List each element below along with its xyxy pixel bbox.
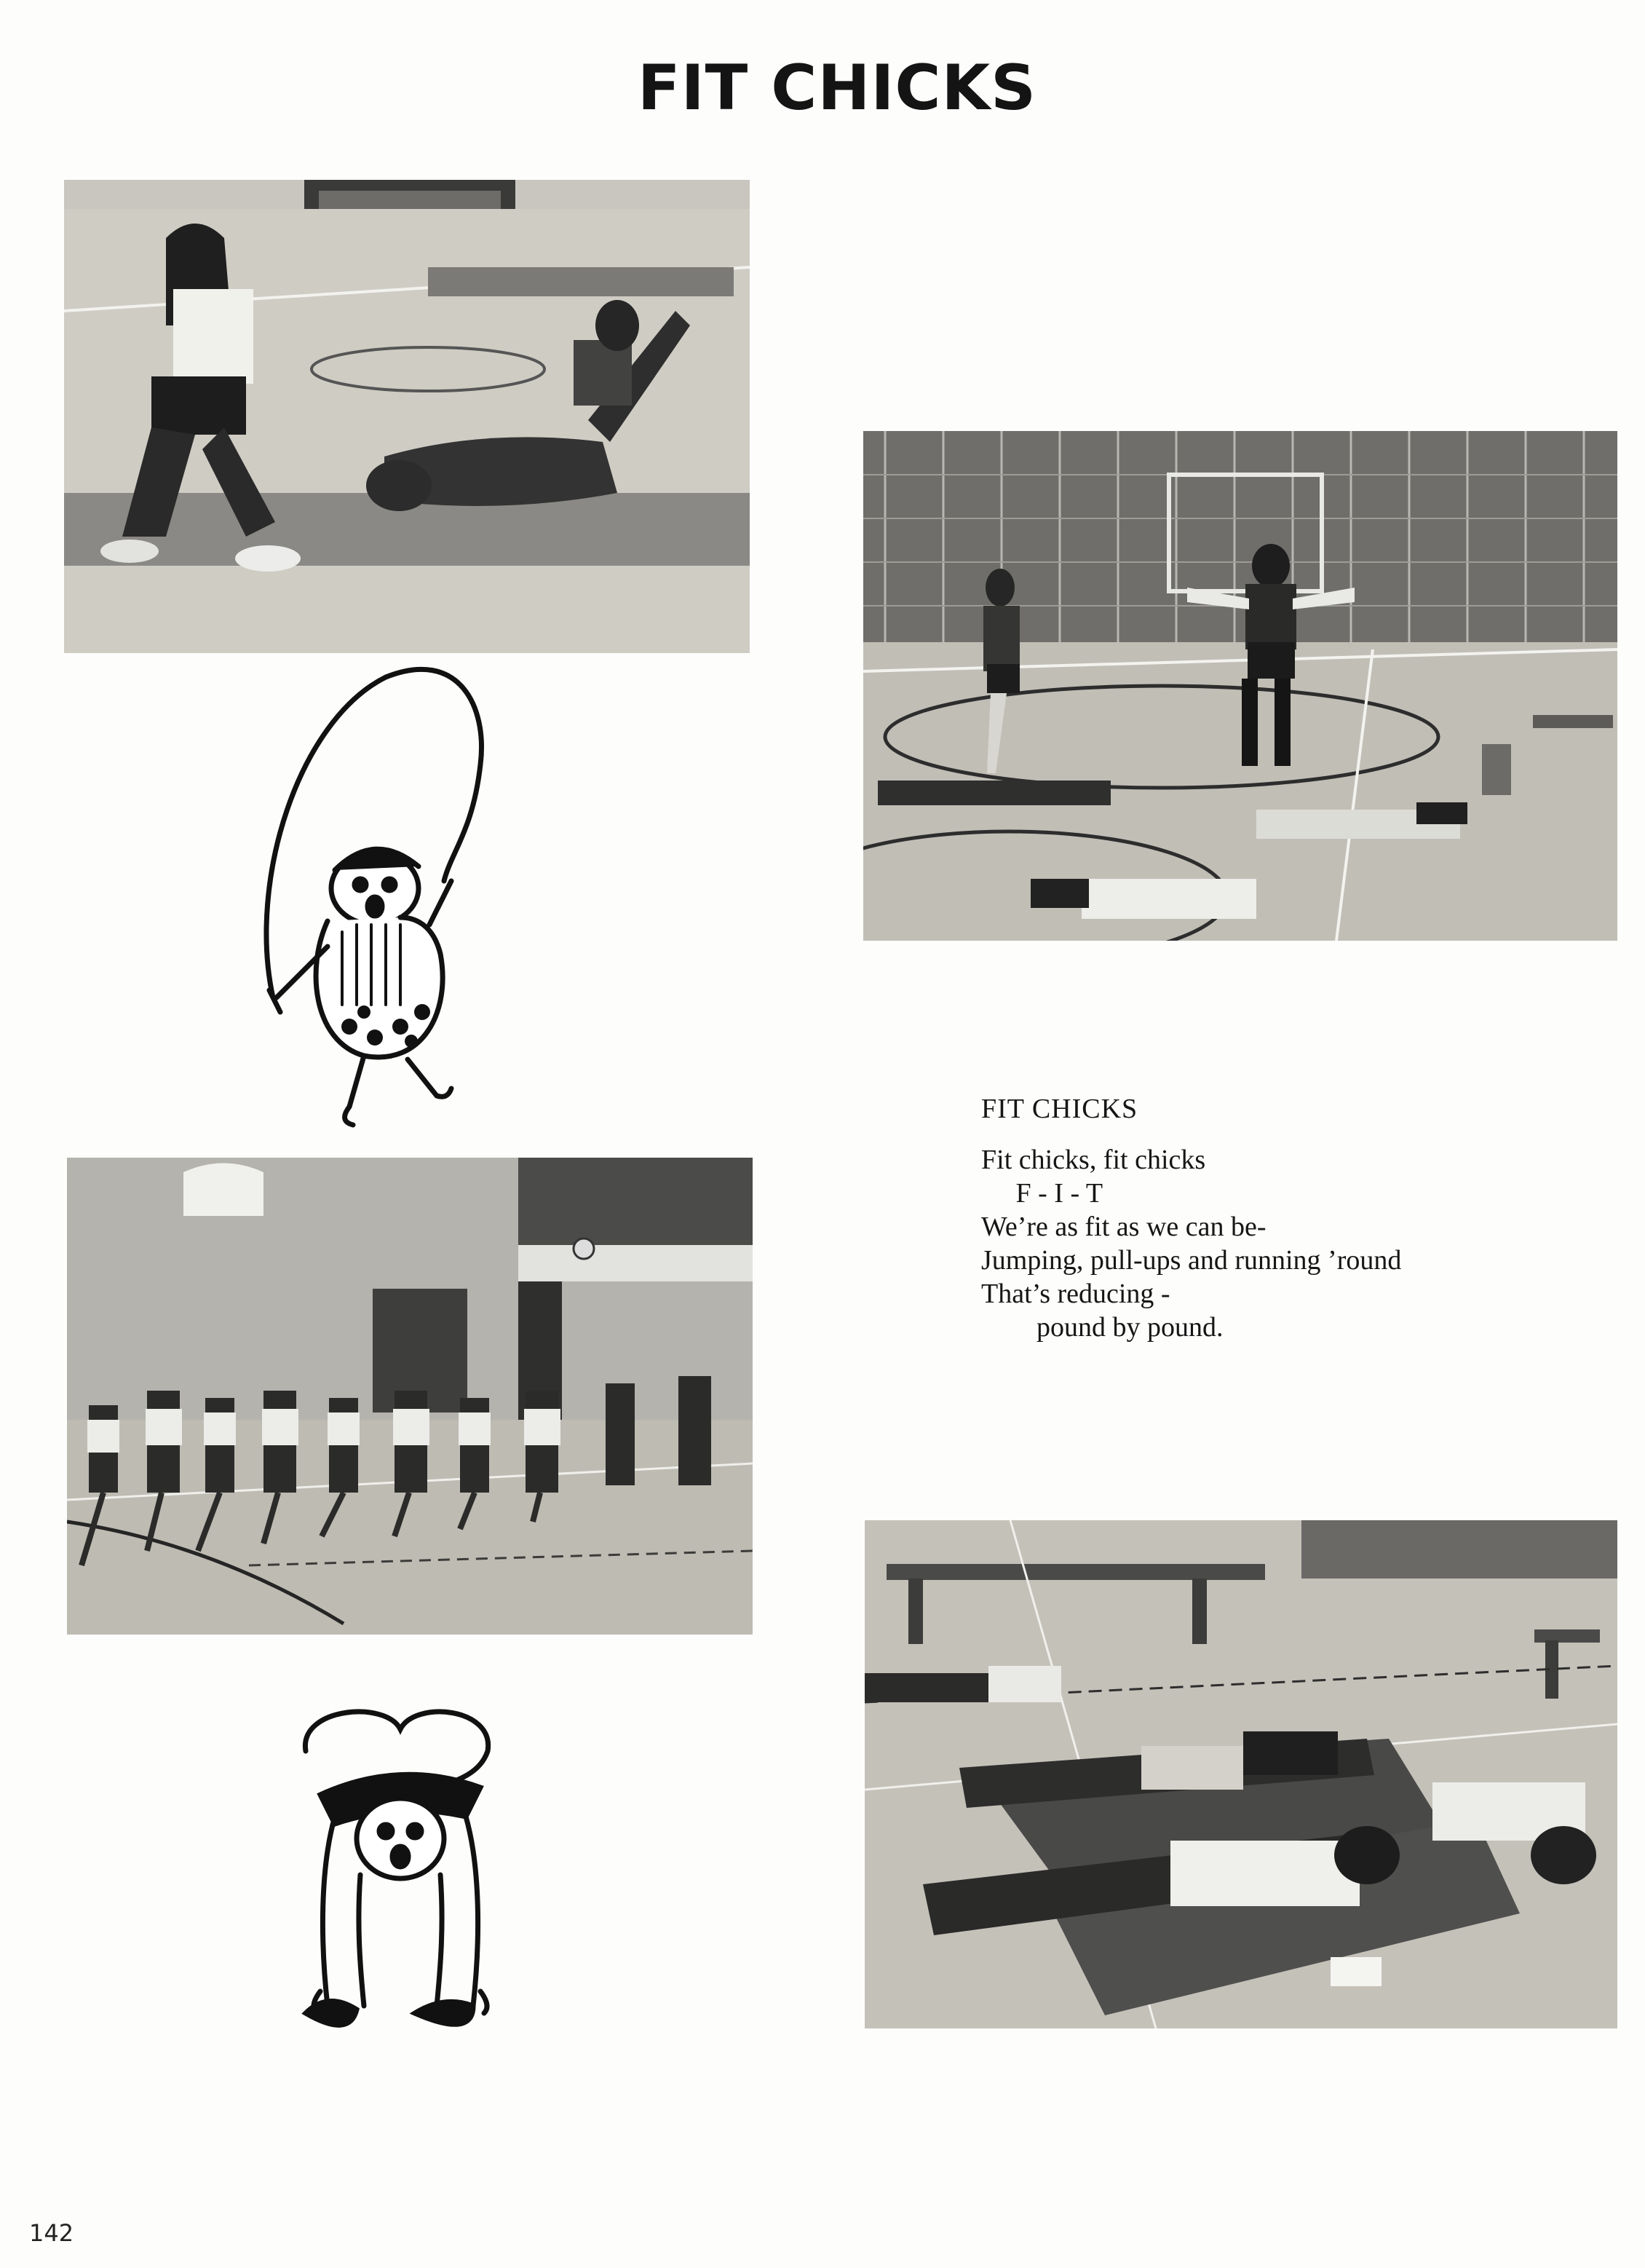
photo-class-side-bends (67, 1158, 753, 1635)
photo-mat-stretching (64, 180, 750, 653)
poem-title: FIT CHICKS (981, 1094, 1138, 1124)
photo-gym-instructor (863, 431, 1617, 941)
poem-line: We’re as fit as we can be- (981, 1212, 1267, 1242)
cartoon-bending-girl-illustration (291, 1707, 524, 2064)
photo-girls-lying-on-mats (865, 1520, 1617, 2028)
poem-line: F - I - T (981, 1178, 1103, 1209)
poem-block (981, 1092, 1563, 1344)
cartoon-skipping-girl-illustration (240, 663, 553, 1136)
poem-line: That’s reducing - (981, 1279, 1170, 1309)
poem-line: Jumping, pull-ups and running ’round (981, 1245, 1402, 1276)
page-title: FIT CHICKS (637, 52, 1037, 125)
poem-line: Fit chicks, fit chicks (981, 1145, 1206, 1175)
poem-line: pound by pound. (981, 1312, 1224, 1343)
page-number: 142 (29, 2219, 74, 2247)
